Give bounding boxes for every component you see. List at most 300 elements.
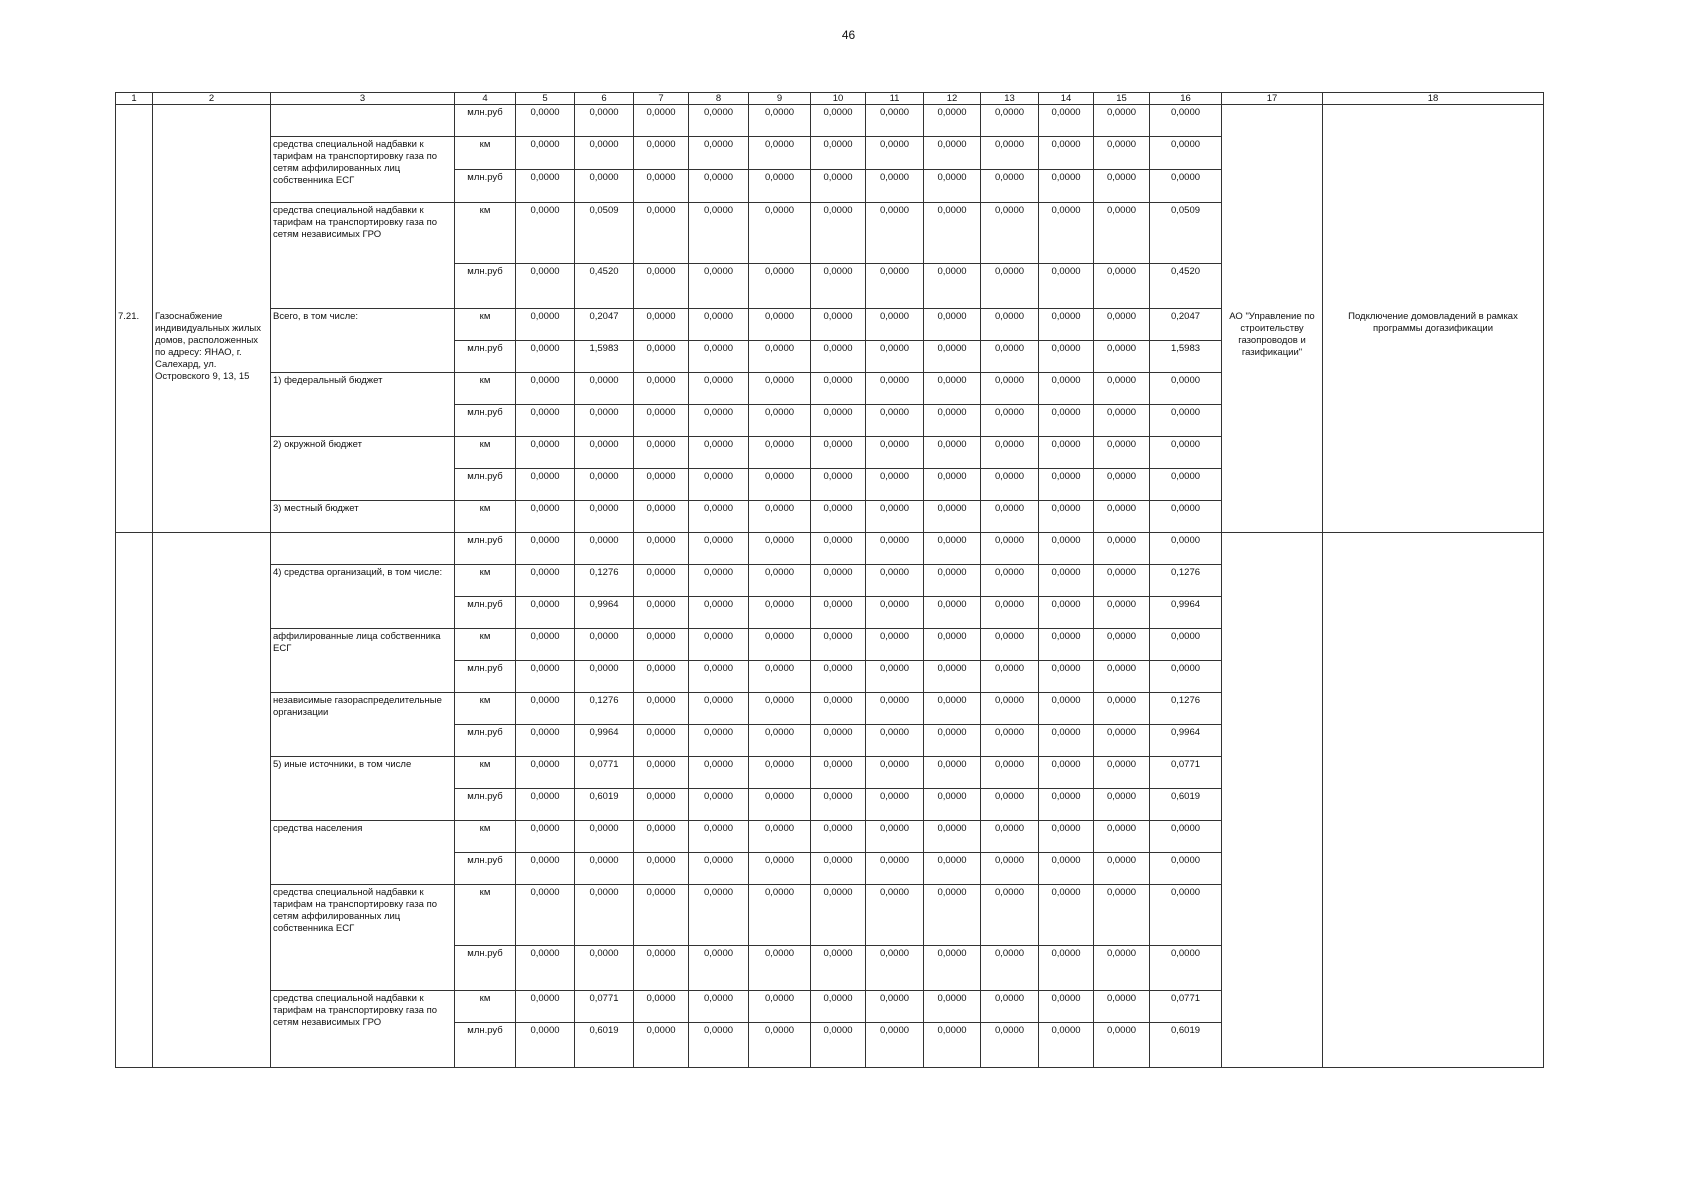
value-cell: 0,0000 (1039, 725, 1094, 757)
value-cell: 0,0000 (1039, 885, 1094, 946)
value-cell: 0,0000 (516, 693, 575, 725)
value-cell: 0,9964 (1150, 597, 1222, 629)
value-cell: 0,0000 (689, 597, 749, 629)
value-cell: 0,0000 (1094, 203, 1150, 264)
value-cell: 0,0000 (1094, 757, 1150, 789)
value-cell: 0,0000 (1039, 264, 1094, 309)
unit-cell: км (455, 437, 516, 469)
value-cell: 0,0000 (866, 170, 924, 203)
value-cell: 0,0000 (1039, 853, 1094, 885)
value-cell: 0,0000 (866, 341, 924, 373)
value-cell: 0,0000 (866, 1023, 924, 1068)
value-cell: 0,0000 (866, 373, 924, 405)
column-header: 10 (811, 93, 866, 105)
value-cell: 0,0000 (1094, 469, 1150, 501)
value-cell: 0,0000 (924, 565, 981, 597)
value-cell: 0,0000 (516, 853, 575, 885)
value-cell: 0,0000 (811, 469, 866, 501)
note-cell: Подключение домовладений в рамках программы догазификации (1323, 309, 1544, 533)
value-cell: 0,0000 (924, 170, 981, 203)
value-cell: 0,0000 (689, 946, 749, 991)
value-cell: 0,0000 (516, 821, 575, 853)
value-cell: 0,0000 (689, 309, 749, 341)
value-cell: 0,1276 (1150, 565, 1222, 597)
value-cell: 0,0000 (1039, 309, 1094, 341)
unit-cell: млн.руб (455, 853, 516, 885)
value-cell: 0,0000 (1094, 661, 1150, 693)
value-cell: 0,0000 (1039, 597, 1094, 629)
value-cell: 0,0000 (866, 565, 924, 597)
value-cell: 0,6019 (1150, 1023, 1222, 1068)
value-cell: 0,0000 (1094, 1023, 1150, 1068)
value-cell: 0,0000 (516, 501, 575, 533)
value-cell: 0,0000 (749, 203, 811, 264)
note-cell (1323, 105, 1544, 309)
value-cell: 0,0000 (924, 469, 981, 501)
value-cell: 0,0000 (634, 309, 689, 341)
value-cell: 0,0000 (866, 885, 924, 946)
value-cell: 0,0000 (981, 405, 1039, 437)
value-cell: 0,0000 (924, 629, 981, 661)
value-cell: 0,0000 (866, 309, 924, 341)
value-cell: 0,0000 (924, 501, 981, 533)
value-cell: 0,0000 (516, 105, 575, 137)
value-cell: 0,0000 (516, 203, 575, 264)
value-cell: 0,0000 (981, 853, 1039, 885)
value-cell: 0,0000 (516, 1023, 575, 1068)
value-cell: 0,0000 (1039, 693, 1094, 725)
value-cell: 0,0000 (516, 597, 575, 629)
value-cell: 0,0000 (1094, 264, 1150, 309)
column-header: 7 (634, 93, 689, 105)
value-cell: 0,0000 (516, 725, 575, 757)
value-cell: 0,0000 (811, 946, 866, 991)
value-cell: 0,0000 (689, 757, 749, 789)
value-cell: 0,0000 (689, 264, 749, 309)
column-header: 13 (981, 93, 1039, 105)
value-cell: 0,0000 (516, 533, 575, 565)
value-cell: 0,0000 (811, 725, 866, 757)
source-label: 2) окружной бюджет (271, 437, 455, 501)
value-cell: 0,0000 (866, 469, 924, 501)
value-cell: 0,0000 (689, 437, 749, 469)
value-cell: 0,0000 (634, 1023, 689, 1068)
value-cell: 0,0000 (981, 597, 1039, 629)
value-cell: 0,0000 (516, 789, 575, 821)
value-cell: 0,0000 (634, 469, 689, 501)
unit-cell: км (455, 629, 516, 661)
value-cell: 0,0000 (634, 853, 689, 885)
value-cell: 0,0000 (689, 170, 749, 203)
value-cell: 0,0000 (689, 501, 749, 533)
value-cell: 0,0000 (866, 264, 924, 309)
value-cell: 0,0000 (749, 373, 811, 405)
value-cell: 0,0000 (575, 437, 634, 469)
value-cell: 0,0000 (575, 469, 634, 501)
value-cell: 0,6019 (1150, 789, 1222, 821)
value-cell: 0,0000 (634, 373, 689, 405)
value-cell: 0,0000 (1094, 725, 1150, 757)
value-cell: 0,0000 (1150, 405, 1222, 437)
table-row (116, 309, 1544, 341)
value-cell: 0,0000 (575, 137, 634, 170)
value-cell: 0,0000 (924, 203, 981, 264)
value-cell: 0,0000 (1039, 661, 1094, 693)
value-cell: 0,0000 (749, 789, 811, 821)
item-name-cell: Газоснабжение индивидуальных жилых домов, расположенных по адресу: ЯНАО, г. Салехард, ул. Островского 9, 13, 15 (153, 309, 271, 533)
unit-cell: млн.руб (455, 661, 516, 693)
column-header: 14 (1039, 93, 1094, 105)
value-cell: 0,0000 (1039, 629, 1094, 661)
value-cell: 0,4520 (1150, 264, 1222, 309)
value-cell: 1,5983 (1150, 341, 1222, 373)
value-cell: 0,0000 (749, 725, 811, 757)
value-cell: 0,0000 (689, 725, 749, 757)
value-cell: 0,0000 (689, 661, 749, 693)
value-cell: 0,0000 (749, 661, 811, 693)
column-header: 2 (153, 93, 271, 105)
value-cell: 0,0000 (1094, 105, 1150, 137)
column-header: 12 (924, 93, 981, 105)
value-cell: 0,0000 (924, 725, 981, 757)
value-cell: 0,0000 (1094, 789, 1150, 821)
value-cell: 0,0000 (981, 137, 1039, 170)
value-cell: 0,0000 (749, 629, 811, 661)
value-cell: 0,0000 (811, 597, 866, 629)
value-cell: 0,0000 (1039, 137, 1094, 170)
value-cell: 0,4520 (575, 264, 634, 309)
value-cell: 0,0000 (516, 661, 575, 693)
value-cell: 0,0000 (866, 203, 924, 264)
value-cell: 0,0000 (811, 1023, 866, 1068)
source-label (271, 533, 455, 565)
value-cell: 0,0000 (1150, 373, 1222, 405)
value-cell: 0,0000 (749, 757, 811, 789)
value-cell: 0,0000 (1094, 821, 1150, 853)
value-cell: 0,0000 (981, 341, 1039, 373)
value-cell: 0,0000 (866, 789, 924, 821)
column-header: 3 (271, 93, 455, 105)
value-cell: 0,0000 (516, 373, 575, 405)
value-cell: 0,0000 (981, 203, 1039, 264)
value-cell: 0,0000 (811, 853, 866, 885)
value-cell: 0,0000 (811, 264, 866, 309)
column-header: 1 (116, 93, 153, 105)
value-cell: 0,0000 (1039, 1023, 1094, 1068)
value-cell: 0,0000 (516, 405, 575, 437)
value-cell: 0,0000 (516, 757, 575, 789)
value-cell: 0,0000 (575, 501, 634, 533)
unit-cell: км (455, 821, 516, 853)
value-cell: 0,0000 (575, 821, 634, 853)
value-cell: 0,0000 (1094, 629, 1150, 661)
value-cell: 0,0000 (924, 946, 981, 991)
value-cell: 0,0000 (811, 533, 866, 565)
value-cell: 0,0000 (1094, 437, 1150, 469)
value-cell: 0,0000 (924, 853, 981, 885)
value-cell: 0,0000 (924, 661, 981, 693)
value-cell: 0,0000 (575, 661, 634, 693)
value-cell: 0,0000 (634, 789, 689, 821)
unit-cell: млн.руб (455, 105, 516, 137)
column-header: 9 (749, 93, 811, 105)
value-cell: 0,0000 (1150, 821, 1222, 853)
value-cell: 0,0000 (689, 693, 749, 725)
value-cell: 0,0000 (981, 661, 1039, 693)
value-cell: 0,0000 (981, 693, 1039, 725)
value-cell: 0,0000 (811, 137, 866, 170)
value-cell: 0,0000 (924, 105, 981, 137)
unit-cell: млн.руб (455, 341, 516, 373)
value-cell: 0,0000 (1150, 137, 1222, 170)
value-cell: 0,0000 (634, 264, 689, 309)
value-cell: 0,0000 (575, 170, 634, 203)
value-cell: 0,0000 (516, 629, 575, 661)
value-cell: 0,0000 (689, 341, 749, 373)
value-cell: 0,0000 (1094, 693, 1150, 725)
value-cell: 0,0000 (749, 533, 811, 565)
executor-cell (1222, 105, 1323, 309)
value-cell: 0,0000 (575, 373, 634, 405)
item-number-cell (116, 533, 153, 1068)
value-cell: 0,0000 (924, 309, 981, 341)
value-cell: 0,0000 (924, 1023, 981, 1068)
unit-cell: км (455, 501, 516, 533)
value-cell: 0,0000 (1039, 789, 1094, 821)
value-cell: 0,0000 (516, 137, 575, 170)
item-name-cell (153, 533, 271, 1068)
value-cell: 0,0000 (516, 437, 575, 469)
source-label: независимые газораспределительные организации (271, 693, 455, 757)
value-cell: 0,0000 (981, 821, 1039, 853)
value-cell: 0,0000 (689, 469, 749, 501)
unit-cell: км (455, 885, 516, 946)
value-cell: 0,0000 (749, 501, 811, 533)
value-cell: 0,0000 (866, 137, 924, 170)
unit-cell: км (455, 693, 516, 725)
value-cell: 0,0000 (749, 946, 811, 991)
value-cell: 0,0771 (575, 757, 634, 789)
value-cell: 0,0000 (866, 437, 924, 469)
value-cell: 0,0000 (1094, 565, 1150, 597)
value-cell: 0,0000 (634, 597, 689, 629)
header-row (116, 93, 1544, 105)
value-cell: 0,0000 (1039, 373, 1094, 405)
value-cell: 0,0000 (634, 629, 689, 661)
value-cell: 0,0771 (1150, 757, 1222, 789)
value-cell: 0,0000 (634, 170, 689, 203)
value-cell: 0,0000 (634, 203, 689, 264)
value-cell: 0,0000 (981, 725, 1039, 757)
value-cell: 0,0000 (749, 309, 811, 341)
value-cell: 0,0000 (866, 693, 924, 725)
column-header: 17 (1222, 93, 1323, 105)
value-cell: 0,0000 (981, 1023, 1039, 1068)
value-cell: 0,1276 (1150, 693, 1222, 725)
value-cell: 0,0000 (1094, 533, 1150, 565)
value-cell: 0,0000 (1150, 629, 1222, 661)
value-cell: 0,0000 (575, 853, 634, 885)
value-cell: 0,0000 (981, 946, 1039, 991)
source-label: 1) федеральный бюджет (271, 373, 455, 437)
value-cell: 0,0000 (634, 821, 689, 853)
value-cell: 0,0509 (1150, 203, 1222, 264)
unit-cell: км (455, 757, 516, 789)
value-cell: 0,0000 (924, 137, 981, 170)
value-cell: 0,0000 (1039, 757, 1094, 789)
value-cell: 0,0000 (924, 885, 981, 946)
source-label: средства специальной надбавки к тарифам на транспортировку газа по сетям аффилированных лиц собственника ЕСГ (271, 885, 455, 991)
source-label: Всего, в том числе: (271, 309, 455, 373)
value-cell: 0,0000 (516, 309, 575, 341)
value-cell: 0,0000 (1094, 853, 1150, 885)
value-cell: 0,0000 (575, 946, 634, 991)
value-cell: 0,0000 (634, 991, 689, 1023)
column-header: 16 (1150, 93, 1222, 105)
source-label (271, 105, 455, 137)
value-cell: 0,0000 (1094, 501, 1150, 533)
value-cell: 0,0000 (634, 885, 689, 946)
value-cell: 0,0000 (924, 821, 981, 853)
value-cell: 0,0771 (575, 991, 634, 1023)
value-cell: 0,0000 (981, 629, 1039, 661)
value-cell: 0,0000 (924, 597, 981, 629)
source-label: 5) иные источники, в том числе (271, 757, 455, 821)
column-header: 5 (516, 93, 575, 105)
value-cell: 0,0000 (981, 885, 1039, 946)
column-header: 4 (455, 93, 516, 105)
value-cell: 0,0000 (924, 757, 981, 789)
value-cell: 0,0000 (924, 789, 981, 821)
value-cell: 0,0000 (749, 469, 811, 501)
value-cell: 0,0000 (634, 693, 689, 725)
value-cell: 0,0000 (749, 565, 811, 597)
value-cell: 0,0000 (516, 170, 575, 203)
value-cell: 0,0000 (924, 437, 981, 469)
value-cell: 0,0000 (1094, 597, 1150, 629)
value-cell: 0,0000 (866, 853, 924, 885)
value-cell: 0,0000 (575, 405, 634, 437)
value-cell: 0,0000 (981, 437, 1039, 469)
value-cell: 0,0000 (811, 757, 866, 789)
value-cell: 0,0000 (811, 693, 866, 725)
value-cell: 0,0000 (981, 170, 1039, 203)
source-label: средства населения (271, 821, 455, 885)
source-label: средства специальной надбавки к тарифам на транспортировку газа по сетям аффилированных лиц собственника ЕСГ (271, 137, 455, 203)
unit-cell: км (455, 565, 516, 597)
column-header: 8 (689, 93, 749, 105)
value-cell: 0,0000 (634, 405, 689, 437)
value-cell: 0,0000 (981, 565, 1039, 597)
unit-cell: км (455, 373, 516, 405)
value-cell: 0,0000 (866, 533, 924, 565)
value-cell: 0,0509 (575, 203, 634, 264)
value-cell: 0,0000 (981, 501, 1039, 533)
value-cell: 0,0000 (1039, 341, 1094, 373)
value-cell: 0,0000 (866, 405, 924, 437)
value-cell: 0,0000 (689, 885, 749, 946)
value-cell: 0,0000 (1150, 501, 1222, 533)
value-cell: 0,0000 (634, 437, 689, 469)
value-cell: 0,0000 (689, 789, 749, 821)
value-cell: 0,2047 (575, 309, 634, 341)
unit-cell: млн.руб (455, 725, 516, 757)
value-cell: 0,0000 (689, 105, 749, 137)
value-cell: 0,0000 (516, 264, 575, 309)
investment-program-table (115, 92, 1544, 1068)
value-cell: 0,0000 (689, 203, 749, 264)
value-cell: 0,0000 (1150, 533, 1222, 565)
value-cell: 0,0000 (749, 885, 811, 946)
value-cell: 0,0000 (981, 757, 1039, 789)
value-cell: 0,0000 (634, 757, 689, 789)
value-cell: 0,0000 (981, 991, 1039, 1023)
value-cell: 0,0000 (634, 565, 689, 597)
value-cell: 0,0000 (981, 309, 1039, 341)
item-name-cell (153, 105, 271, 309)
value-cell: 0,0000 (634, 341, 689, 373)
unit-cell: млн.руб (455, 170, 516, 203)
value-cell: 0,0000 (981, 789, 1039, 821)
value-cell: 0,0000 (811, 405, 866, 437)
value-cell: 0,6019 (575, 1023, 634, 1068)
value-cell: 0,0000 (981, 469, 1039, 501)
value-cell: 0,0000 (1094, 170, 1150, 203)
value-cell: 0,0000 (634, 105, 689, 137)
value-cell: 0,0000 (634, 137, 689, 170)
value-cell: 0,0000 (689, 405, 749, 437)
value-cell: 0,0000 (1039, 533, 1094, 565)
value-cell: 0,0000 (1039, 821, 1094, 853)
unit-cell: млн.руб (455, 1023, 516, 1068)
value-cell: 0,0000 (516, 885, 575, 946)
value-cell: 0,1276 (575, 565, 634, 597)
column-header: 6 (575, 93, 634, 105)
value-cell: 0,0000 (866, 629, 924, 661)
value-cell: 0,0000 (811, 437, 866, 469)
table-row (116, 105, 1544, 137)
value-cell: 0,0000 (1150, 170, 1222, 203)
value-cell: 0,0000 (575, 629, 634, 661)
value-cell: 0,0000 (924, 264, 981, 309)
value-cell: 0,0000 (634, 661, 689, 693)
value-cell: 0,0000 (1150, 469, 1222, 501)
value-cell: 0,0000 (516, 946, 575, 991)
value-cell: 0,0000 (811, 885, 866, 946)
value-cell: 0,0000 (924, 533, 981, 565)
value-cell: 0,0000 (689, 565, 749, 597)
value-cell: 0,0000 (689, 991, 749, 1023)
value-cell: 0,9964 (575, 725, 634, 757)
value-cell: 0,0000 (866, 661, 924, 693)
value-cell: 0,0000 (575, 885, 634, 946)
value-cell: 0,0000 (1150, 105, 1222, 137)
source-label: 3) местный бюджет (271, 501, 455, 533)
value-cell: 0,0000 (924, 693, 981, 725)
value-cell: 0,0000 (866, 105, 924, 137)
value-cell: 0,0000 (811, 629, 866, 661)
value-cell: 0,0000 (981, 105, 1039, 137)
value-cell: 0,0000 (1094, 946, 1150, 991)
unit-cell: млн.руб (455, 405, 516, 437)
value-cell: 0,0000 (749, 264, 811, 309)
value-cell: 0,0000 (1150, 946, 1222, 991)
value-cell: 0,0000 (924, 373, 981, 405)
value-cell: 0,0000 (1039, 437, 1094, 469)
value-cell: 0,0000 (1039, 946, 1094, 991)
value-cell: 0,9964 (575, 597, 634, 629)
source-label: 4) средства организаций, в том числе: (271, 565, 455, 629)
